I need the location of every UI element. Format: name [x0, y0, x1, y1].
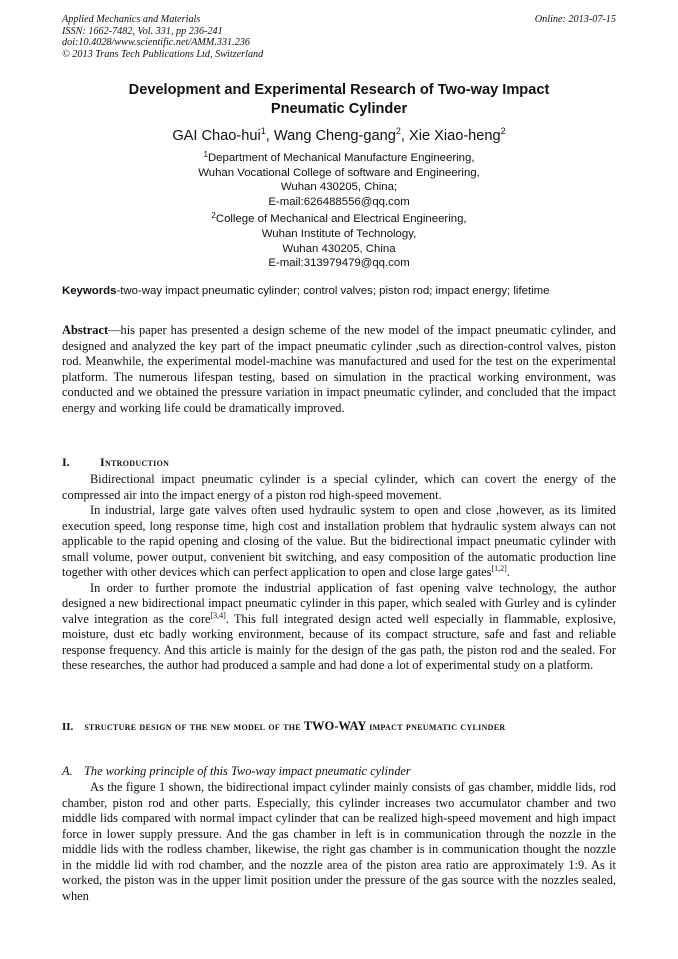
- keywords-label: Keywords: [62, 285, 117, 297]
- author-2: , Wang Cheng-gang: [265, 128, 396, 144]
- section-2-title-part-2: TWO-WAY: [303, 719, 367, 733]
- journal-copyright: © 2013 Trans Tech Publications Ltd, Switzerland: [62, 48, 264, 60]
- abstract: [62, 323, 616, 416]
- subsection-a-title: The working principle of this Two-way impact pneumatic cylinder: [84, 764, 411, 778]
- subsection-a-paragraph-1: As the figure 1 shown, the bidirectional impact cylinder mainly consists of gas chamber, middle lids, rod chamber, piston rod and other parts. Especially, this cylinder increases two accumulator chamber and two middle lids compared with normal impact cylinder that can be realized high-speed movement and high impact force in lower supply pressure. And the gas chamber in left is in communication through the nozzle in the middle lids with the rodless chamber, likewise, the right gas chamber is in communication thought the nozzle in the middle lid with rod chamber, and the nozzle area of the piston area ratio are approximately 1:9. As it worked, the piston was in the upper limit position under the pressure of the gas source with the nozzles sealed, when: [62, 780, 616, 903]
- author-2-affil: 2: [395, 126, 401, 136]
- intro-p2-end: .: [506, 565, 510, 579]
- section-1-title: Introduction: [100, 455, 170, 469]
- section-2-number: II.: [62, 721, 74, 733]
- affiliation-1-line-2: Wuhan Vocational College of software and Engineering,: [198, 166, 480, 179]
- online-date: Online: 2013-07-15: [534, 14, 616, 25]
- intro-paragraph-3: [62, 581, 616, 674]
- affiliation-2-line-2: Wuhan Institute of Technology,: [261, 227, 417, 240]
- author-1-affil: 1: [260, 126, 266, 136]
- citation-3-4: [3,4]: [210, 610, 226, 620]
- section-2-title-part-3: impact pneumatic cylinder: [369, 721, 506, 733]
- author-list: [62, 122, 616, 145]
- subsection-a-body: [62, 780, 616, 904]
- author-3-affil: 2: [500, 126, 506, 136]
- affil-1-dept: Department of Mechanical Manufacture Engineering,: [207, 152, 475, 164]
- introduction-body: [62, 472, 616, 674]
- paper-title: [62, 81, 616, 118]
- journal-issn: ISSN: 1662-7482, Vol. 331, pp 236-241: [62, 25, 223, 37]
- affiliation-1-line-1: [62, 148, 616, 166]
- affiliation-1-line-3: Wuhan 430205, China;: [280, 181, 398, 194]
- citation-1-2: [1,2]: [491, 564, 507, 573]
- title-line-2: Pneumatic Cylinder: [270, 100, 408, 117]
- affil-marker-1: 1: [203, 150, 208, 159]
- affiliation-2-email: E-mail:313979479@qq.com: [268, 257, 410, 270]
- author-1: GAI Chao-hui: [172, 128, 261, 144]
- intro-paragraph-1: Bidirectional impact pneumatic cylinder is a special cylinder, which can covert the energy of the compressed air into the impact energy of a piston rod high-speed movement.: [62, 472, 616, 502]
- section-2-heading: [62, 718, 616, 736]
- affiliation-2-line-1: [62, 209, 616, 227]
- intro-p2-text: In industrial, large gate valves often used hydraulic system to open and close ,however, as its limited execution speed, long response time, high cost and installation problem that hydraulic system always can not applicable to the rapid opening and closing of the value. But the bidirectional impact pneumatic cylinder with small volume, power output, convenient bit switching, and easy composition of the automatic production line together with other devices which can perfect application to open and close large gates: [62, 503, 616, 579]
- subsection-a-label: A.: [62, 764, 73, 778]
- subsection-a-heading: [62, 764, 411, 779]
- author-3: , Xie Xiao-heng: [400, 128, 501, 144]
- abstract-label: Abstract: [62, 323, 109, 337]
- keywords-text: -two-way impact pneumatic cylinder; control valves; piston rod; impact energy; lifetime: [116, 285, 550, 297]
- affiliation-2-line-3: Wuhan 430205, China: [282, 242, 396, 255]
- section-1-heading: [62, 455, 169, 470]
- keywords: [62, 284, 616, 298]
- section-1-number: I.: [62, 455, 70, 469]
- journal-name: Applied Mechanics and Materials: [62, 14, 201, 25]
- abstract-text: —his paper has presented a design scheme of the new model of the impact pneumatic cylinder, and designed and analyzed the key part of the impact pneumatic cylinder ,such as direction-control valves, piston rod. Meanwhile, the experimental model-machine was manufactured and used for the test on the experimental platform. The numerous lifespan testing, based on simulation in the practical working environment, was conducted and we obtained the pressure variation in impact pneumatic cylinder, and concluded that the impact energy and working life could be dramatically improved.: [62, 323, 616, 415]
- affiliation-1-email: E-mail:626488556@qq.com: [268, 195, 410, 208]
- intro-p3-text-b: . This full integrated design acted well especially in flammable, explosive, moisture, dust etc badly working environment, because of its compact structure, safe and fast and reliable response frequency. And this article is mainly for the design of the gas path, the piston rod and the sealed. For these researches, the author had produced a sample and had done a lot of experimental study on a platform.: [62, 611, 616, 672]
- intro-p3-text-a: In order to further promote the industrial application of fast opening valve technology, the author designed a new bidirectional impact pneumatic cylinder in this paper, which sealed with Gurley and is cylinder valve integration as the core: [62, 580, 616, 626]
- section-2-title-part-1: structure design of the new model of the: [84, 721, 301, 733]
- journal-header: [62, 14, 263, 60]
- affil-2-dept: College of Mechanical and Electrical Engineering,: [215, 213, 467, 226]
- journal-doi: doi:10.4028/www.scientific.net/AMM.331.236: [62, 37, 250, 49]
- affil-marker-2: 2: [211, 211, 216, 221]
- title-line-1: Development and Experimental Research of Two-way Impact: [128, 82, 550, 98]
- affiliations: [62, 148, 616, 271]
- intro-paragraph-2: [62, 503, 616, 581]
